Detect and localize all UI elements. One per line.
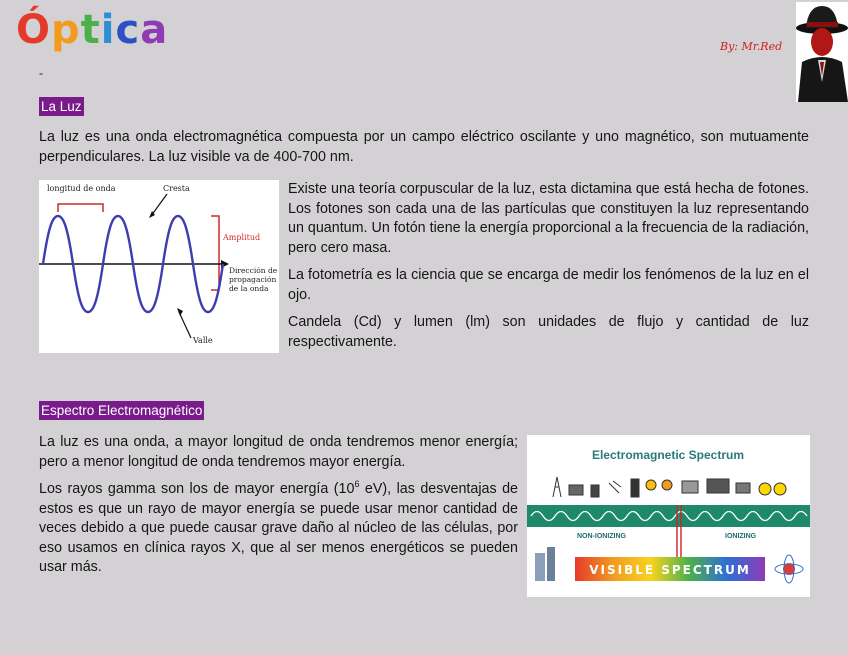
title-letter: c (115, 7, 141, 53)
spectrum-text (39, 433, 518, 586)
separator-dash: - (39, 66, 43, 80)
title-letter: Ó (16, 7, 52, 53)
title-letter: t (80, 7, 101, 53)
non-ionizing-label: NON-IONIZING (577, 533, 626, 540)
spectrum-title: Electromagnetic Spectrum (591, 448, 745, 462)
paragraph: Existe una teoría corpuscular de la luz, esta dictamina que está hecha de fotones. Los fotones son cada una de las partículas que constituyen la luz representando un quantum. Un fotón tiene la energía proporcional a la frecuencia de la radiación, pero cero masa. (288, 181, 809, 256)
exponent: 6 (354, 479, 360, 490)
paragraph-part: Los rayos gamma son los de mayor energía (10 (39, 481, 355, 497)
section-heading-la-luz: La Luz (41, 99, 82, 114)
crest-label: Cresta (163, 184, 190, 193)
light-theory-text (288, 180, 809, 360)
trough-label: Valle (193, 336, 213, 345)
ionizing-label: IONIZING (725, 533, 757, 540)
amplitude-label: Amplitud (223, 233, 261, 242)
paragraph: La fotometría es la ciencia que se encarga de medir los fenómenos de la luz en el ojo. (288, 267, 809, 303)
direction-label: Dirección de propagación de la onda (229, 266, 278, 293)
light-wave-diagram (39, 180, 279, 353)
section-heading-espectro: Espectro Electromagnético (41, 403, 203, 418)
atom-icon (783, 563, 795, 575)
title-letter: p (51, 7, 81, 53)
page-title (16, 7, 169, 53)
author-avatar (796, 2, 848, 102)
paragraph-part: eV), las desventajas de estos es que un rayo de mayor energía se puede usar menor cantidad de veces debido a que puede causar grave daño al núcleo de las células, por eso usamos en clínica rayos X, que al ser menos energéticos se pueden usar más. (39, 481, 518, 575)
electromagnetic-spectrum-image (527, 435, 810, 597)
paragraph (39, 480, 518, 578)
intro-paragraph: La luz es una onda electromagnética compuesta por un campo eléctrico oscilante y uno magnético, son mutuamente perpendiculares. La luz visible va de 400-700 nm. (39, 129, 809, 165)
author-byline: By: Mr.Red (720, 40, 783, 53)
paragraph: La luz es una onda, a mayor longitud de onda tendremos menor energía; pero a menor longitud de onda tendremos mayor energía. (39, 434, 518, 470)
title-letter: a (140, 7, 169, 53)
wavelength-label: longitud de onda (47, 184, 116, 193)
visible-spectrum-label: VISIBLE SPECTRUM (589, 563, 751, 577)
paragraph: Candela (Cd) y lumen (lm) son unidades de flujo y cantidad de luz respectivamente. (288, 314, 809, 350)
title-letter: i (100, 7, 116, 53)
